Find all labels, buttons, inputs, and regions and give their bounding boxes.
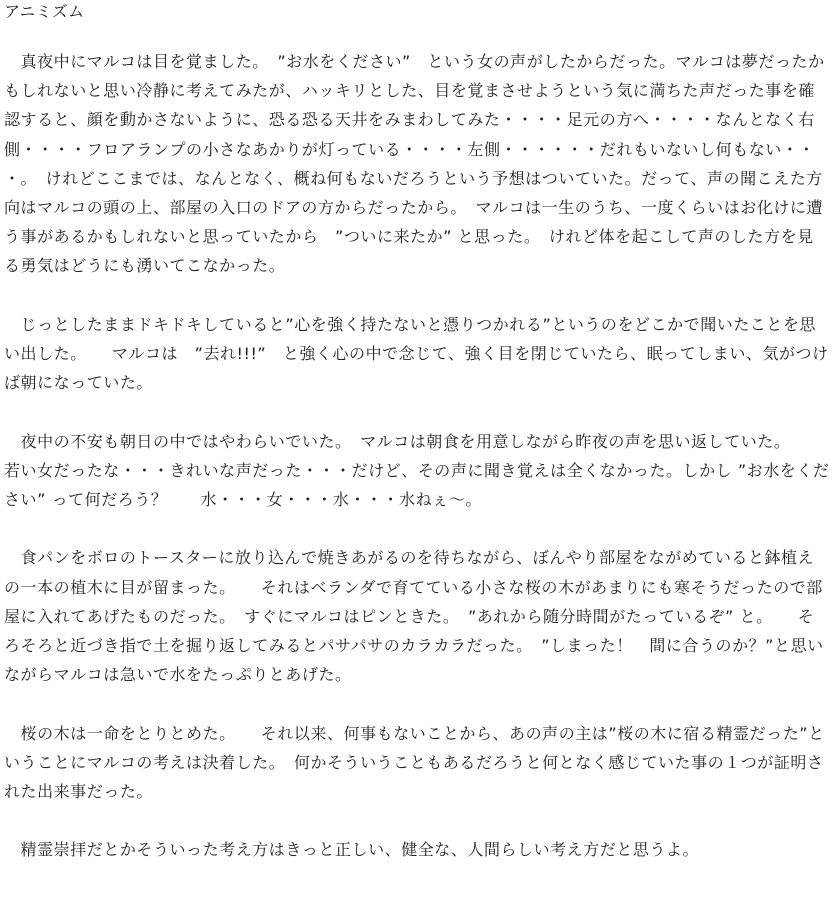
paragraph-4: 食パンをボロのトースターに放り込んで焼きあがるのを待ちながら、ぼんやり部屋をながめていると鉢植えの一本の植木に目が留まった。 それはベランダで育てている小さな桜の木があまりにも寒そうだったので部屋に入れてあげたものだった。 すぐにマルコはピンときた。 ”あれから随分時間がたっているぞ” と。 そろそろと近づき指で土を掘り返してみるとパサパサのカラカラだった。 ”しまった！ 間に合うのか？”と思いながらマルコは急いで水をたっぷりとあげた。: [4, 548, 824, 685]
paragraph-6: 精霊崇拝だとかそういった考え方はきっと正しい、健全な、人間らしい考え方だと思うよ。: [4, 840, 700, 860]
paragraph-3: 夜中の不安も朝日の中ではやわらいでいた。 マルコは朝食を用意しながら昨夜の声を思い返していた。 若い女だったな・・・きれいな声だった・・・だけど、その声に聞き覚えは全くなかった。しかし ”お水をください” って何だろう？ 水・・・女・・・水・・・水ねぇ～。: [4, 431, 830, 510]
paragraph-5: 桜の木は一命をとりとめた。 それ以来、何事もないことから、あの声の主は”桜の木に宿る精霊だった”ということにマルコの考えは決着した。 何かそういうこともあるだろうと何となく感じていた事の１つが証明された出来事だった。: [4, 723, 825, 802]
document-title: アニミズム: [4, 2, 85, 21]
paragraph-1: 真夜中にマルコは目を覚ました。 ”お水をください” という女の声がしたからだった。マルコは夢だったかもしれないと思い冷静に考えてみたが、ハッキリとした、目を覚まさせようという気に満ちた声だった事を確認すると、顔を動かさないように、恐る恐る天井をみまわしてみた・・・・足元の方へ・・・・なんとなく右側・・・・フロアランプの小さなあかりが灯っている・・・・左側・・・・・・だれもいないし何もない・・・。 けれどここまでは、なんとなく、概ね何もないだろうという予想はついていた。だって、声の聞こえた方向はマルコの頭の上、部屋の入口のドアの方からだったから。 マルコは一生のうち、一度くらいはお化けに遭う事があるかもしれないと思っていたから ”ついに来たか” と思った。 けれど体を起こして声のした方を見る勇気はどうにも湧いてこなかった。: [4, 52, 825, 276]
paragraph-2: じっとしたままドキドキしていると”心を強く持たないと憑りつかれる”というのをどこかで聞いたことを思い出した。 マルコは ”去れ!!!” と強く心の中で念じて、強く目を閉じていたら、眠ってしまい、気がつけば朝になっていた。: [4, 314, 829, 393]
